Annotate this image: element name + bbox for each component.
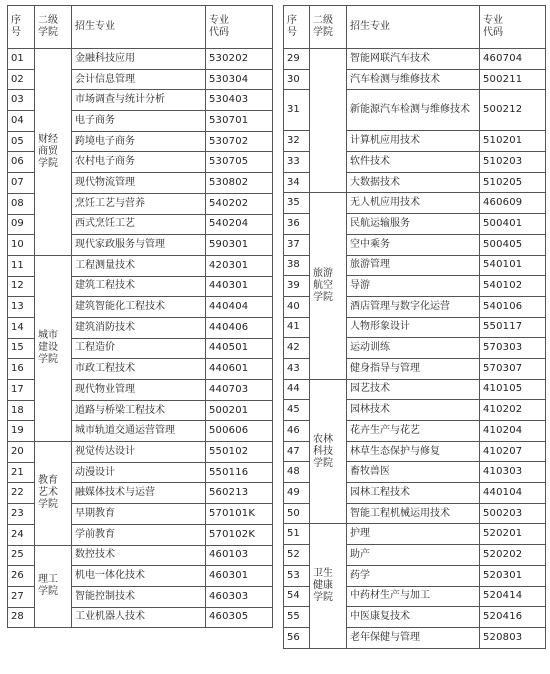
major-name: 建筑工程技术 [72, 276, 206, 297]
major-name: 建筑消防技术 [72, 317, 206, 338]
major-name: 中医康复技术 [347, 607, 480, 628]
row-number: 43 [284, 358, 310, 379]
college-name-line: 建设 [38, 342, 58, 354]
table-row [8, 255, 273, 276]
major-code: 440104 [480, 483, 546, 504]
row-number: 31 [284, 90, 310, 131]
major-code: 530202 [206, 49, 273, 70]
major-code: 550102 [206, 442, 273, 463]
major-name: 现代家政服务与管理 [72, 235, 206, 256]
major-code: 540102 [480, 276, 546, 297]
row-number: 26 [8, 566, 35, 587]
major-code: 460305 [206, 607, 273, 628]
major-name: 民航运输服务 [347, 214, 480, 235]
table-row [8, 442, 273, 463]
major-code: 510205 [480, 172, 546, 193]
major-code: 530702 [206, 131, 273, 152]
major-code: 440703 [206, 380, 273, 401]
seq-header-line: 号 [11, 27, 21, 38]
major-name: 动漫设计 [72, 462, 206, 483]
major-name: 建筑智能化工程技术 [72, 297, 206, 318]
college-name-line: 卫生 [313, 568, 333, 579]
major-code: 500203 [480, 503, 546, 524]
seq-header [8, 6, 35, 49]
major-name: 农村电子商务 [72, 152, 206, 173]
row-number: 53 [284, 565, 310, 586]
table-row [8, 545, 273, 566]
row-number: 42 [284, 338, 310, 359]
major-name: 健身指导与管理 [347, 358, 480, 379]
major-code: 520414 [480, 586, 546, 607]
college-name-line: 教育 [38, 475, 58, 487]
row-number: 05 [8, 131, 35, 152]
major-code: 500201 [206, 400, 273, 421]
row-number: 52 [284, 545, 310, 566]
major-code: 530403 [206, 90, 273, 111]
seq-header-line: 号 [287, 27, 297, 38]
major-code: 410204 [480, 421, 546, 442]
code-header-line: 专业 [209, 15, 229, 26]
major-code: 520301 [480, 565, 546, 586]
major-name: 老年保健与管理 [347, 627, 480, 648]
college-name-line: 学院 [38, 354, 58, 366]
major-header: 招生专业 [72, 6, 206, 49]
major-code: 500606 [206, 421, 273, 442]
college-cell [310, 49, 347, 193]
major-name: 药学 [347, 565, 480, 586]
major-name: 西式烹饪工艺 [72, 214, 206, 235]
college-name-line: 航空 [313, 280, 333, 292]
major-name: 道路与桥梁工程技术 [72, 400, 206, 421]
row-number: 46 [284, 421, 310, 442]
row-number: 19 [8, 421, 35, 442]
major-code: 540106 [480, 296, 546, 317]
row-number: 25 [8, 545, 35, 566]
college-name-line: 学院 [313, 592, 333, 603]
college-name-line: 农林 [313, 433, 333, 445]
row-number: 49 [284, 483, 310, 504]
major-name: 智能网联汽车技术 [347, 49, 480, 70]
row-number: 48 [284, 462, 310, 483]
major-code: 550116 [206, 462, 273, 483]
row-number: 38 [284, 255, 310, 276]
major-name: 林草生态保护与修复 [347, 441, 480, 462]
major-code: 410202 [480, 400, 546, 421]
major-name: 智能工程机械运用技术 [347, 503, 480, 524]
college-name-line: 财经 [38, 133, 58, 145]
major-code: 520416 [480, 607, 546, 628]
major-code: 520803 [480, 627, 546, 648]
row-number: 10 [8, 235, 35, 256]
college-name-line: 健康 [313, 580, 333, 591]
college-name-line: 旅游 [313, 268, 333, 280]
row-number: 45 [284, 400, 310, 421]
college-name-line: 学院 [38, 499, 58, 511]
college-cell [310, 524, 347, 648]
college-name-line: 艺术 [38, 487, 58, 499]
row-number: 01 [8, 49, 35, 70]
major-code: 570307 [480, 358, 546, 379]
major-name: 空中乘务 [347, 234, 480, 255]
college-cell [310, 379, 347, 524]
major-code: 410207 [480, 441, 546, 462]
major-name: 园林工程技术 [347, 483, 480, 504]
major-name: 市政工程技术 [72, 359, 206, 380]
college-header-line: 学院 [38, 27, 58, 38]
major-name: 计算机应用技术 [347, 131, 480, 152]
major-name: 现代物业管理 [72, 380, 206, 401]
table-row [8, 49, 273, 70]
major-name: 畜牧兽医 [347, 462, 480, 483]
major-name: 大数据技术 [347, 172, 480, 193]
major-code: 410303 [480, 462, 546, 483]
major-code: 520201 [480, 524, 546, 545]
row-number: 15 [8, 338, 35, 359]
major-code: 540101 [480, 255, 546, 276]
major-name: 视觉传达设计 [72, 442, 206, 463]
major-code: 500405 [480, 234, 546, 255]
row-number: 07 [8, 173, 35, 194]
college-header-line: 学院 [313, 27, 333, 38]
row-number: 44 [284, 379, 310, 400]
major-name: 导游 [347, 276, 480, 297]
college-name-line: 学院 [38, 157, 58, 169]
major-name: 学前教育 [72, 524, 206, 545]
major-name: 酒店管理与数字化运营 [347, 296, 480, 317]
row-number: 16 [8, 359, 35, 380]
major-code: 500212 [480, 90, 546, 131]
row-number: 14 [8, 317, 35, 338]
major-name: 早期教育 [72, 504, 206, 525]
row-number: 32 [284, 131, 310, 152]
major-code: 440501 [206, 338, 273, 359]
major-name: 旅游管理 [347, 255, 480, 276]
major-code: 500211 [480, 69, 546, 90]
row-number: 37 [284, 234, 310, 255]
major-name: 助产 [347, 545, 480, 566]
row-number: 33 [284, 152, 310, 173]
row-number: 55 [284, 607, 310, 628]
major-name: 融媒体技术与运营 [72, 483, 206, 504]
major-code: 540202 [206, 193, 273, 214]
table-row [284, 379, 546, 400]
major-name: 工程测量技术 [72, 255, 206, 276]
header-row [284, 6, 546, 49]
major-name: 烹饪工艺与营养 [72, 193, 206, 214]
header-row [8, 6, 273, 49]
major-name: 人物形象设计 [347, 317, 480, 338]
row-number: 12 [8, 276, 35, 297]
major-name: 园艺技术 [347, 379, 480, 400]
major-name: 电子商务 [72, 111, 206, 132]
table-row [284, 193, 546, 214]
major-code: 540204 [206, 214, 273, 235]
college-name-line: 学院 [313, 457, 333, 469]
table-row [284, 49, 546, 70]
table-row [284, 524, 546, 545]
row-number: 18 [8, 400, 35, 421]
major-code: 460103 [206, 545, 273, 566]
code-header-line: 代码 [483, 27, 503, 38]
college-header-line: 二级 [313, 15, 333, 26]
code-header [480, 6, 546, 49]
major-code: 530701 [206, 111, 273, 132]
college-name-line: 学院 [313, 292, 333, 304]
major-code: 570101K [206, 504, 273, 525]
college-cell [35, 545, 72, 628]
code-header [206, 6, 273, 49]
row-number: 41 [284, 317, 310, 338]
major-name: 工程造价 [72, 338, 206, 359]
major-code: 520202 [480, 545, 546, 566]
code-header-line: 代码 [209, 27, 229, 38]
row-number: 39 [284, 276, 310, 297]
row-number: 11 [8, 255, 35, 276]
major-code: 530304 [206, 69, 273, 90]
row-number: 40 [284, 296, 310, 317]
major-code: 570102K [206, 524, 273, 545]
college-name-line: 理工 [38, 574, 58, 586]
college-cell [310, 193, 347, 379]
seq-header-line: 序 [287, 15, 297, 26]
major-name: 金融科技应用 [72, 49, 206, 70]
row-number: 03 [8, 90, 35, 111]
major-code: 530802 [206, 173, 273, 194]
majors-table-left [7, 5, 273, 628]
major-code: 460301 [206, 566, 273, 587]
major-name: 跨境电子商务 [72, 131, 206, 152]
row-number: 50 [284, 503, 310, 524]
major-code: 410105 [480, 379, 546, 400]
row-number: 51 [284, 524, 310, 545]
row-number: 34 [284, 172, 310, 193]
major-name: 城市轨道交通运营管理 [72, 421, 206, 442]
row-number: 17 [8, 380, 35, 401]
major-code: 440406 [206, 317, 273, 338]
major-name: 智能控制技术 [72, 586, 206, 607]
row-number: 27 [8, 586, 35, 607]
row-number: 36 [284, 214, 310, 235]
major-code: 570303 [480, 338, 546, 359]
row-number: 02 [8, 69, 35, 90]
row-number: 24 [8, 524, 35, 545]
college-header [310, 6, 347, 49]
major-name: 无人机应用技术 [347, 193, 480, 214]
major-name: 园林技术 [347, 400, 480, 421]
major-code: 460609 [480, 193, 546, 214]
major-name: 市场调查与统计分析 [72, 90, 206, 111]
row-number: 04 [8, 111, 35, 132]
major-code: 550117 [480, 317, 546, 338]
row-number: 47 [284, 441, 310, 462]
row-number: 09 [8, 214, 35, 235]
row-number: 35 [284, 193, 310, 214]
row-number: 54 [284, 586, 310, 607]
major-code: 460704 [480, 49, 546, 70]
major-code: 420301 [206, 255, 273, 276]
college-name-line: 城市 [38, 330, 58, 342]
majors-table-right [283, 5, 546, 649]
college-name-line: 学院 [38, 586, 58, 598]
major-code: 440601 [206, 359, 273, 380]
row-number: 13 [8, 297, 35, 318]
major-name: 护理 [347, 524, 480, 545]
major-code: 440301 [206, 276, 273, 297]
major-name: 工业机器人技术 [72, 607, 206, 628]
major-name: 运动训练 [347, 338, 480, 359]
seq-header-line: 序 [11, 15, 21, 26]
college-name-line: 科技 [313, 445, 333, 457]
college-header-line: 二级 [38, 15, 58, 26]
row-number: 08 [8, 193, 35, 214]
row-number: 20 [8, 442, 35, 463]
major-name: 软件技术 [347, 152, 480, 173]
row-number: 23 [8, 504, 35, 525]
major-code: 560213 [206, 483, 273, 504]
college-name-line: 商贸 [38, 145, 58, 157]
college-cell [35, 442, 72, 545]
major-code: 510203 [480, 152, 546, 173]
major-code: 500401 [480, 214, 546, 235]
row-number: 28 [8, 607, 35, 628]
college-cell [35, 49, 72, 256]
major-code: 590301 [206, 235, 273, 256]
row-number: 22 [8, 483, 35, 504]
major-code: 440404 [206, 297, 273, 318]
major-name: 花卉生产与花艺 [347, 421, 480, 442]
row-number: 21 [8, 462, 35, 483]
major-header: 招生专业 [347, 6, 480, 49]
major-name: 新能源汽车检测与维修技术 [347, 90, 480, 131]
code-header-line: 专业 [483, 15, 503, 26]
college-cell [35, 255, 72, 441]
row-number: 06 [8, 152, 35, 173]
seq-header [284, 6, 310, 49]
major-code: 510201 [480, 131, 546, 152]
row-number: 29 [284, 49, 310, 70]
major-code: 460303 [206, 586, 273, 607]
major-name: 会计信息管理 [72, 69, 206, 90]
major-name: 现代物流管理 [72, 173, 206, 194]
major-code: 530705 [206, 152, 273, 173]
row-number: 30 [284, 69, 310, 90]
major-name: 汽车检测与维修技术 [347, 69, 480, 90]
major-name: 数控技术 [72, 545, 206, 566]
major-name: 中药材生产与加工 [347, 586, 480, 607]
row-number: 56 [284, 627, 310, 648]
college-header [35, 6, 72, 49]
major-name: 机电一体化技术 [72, 566, 206, 587]
